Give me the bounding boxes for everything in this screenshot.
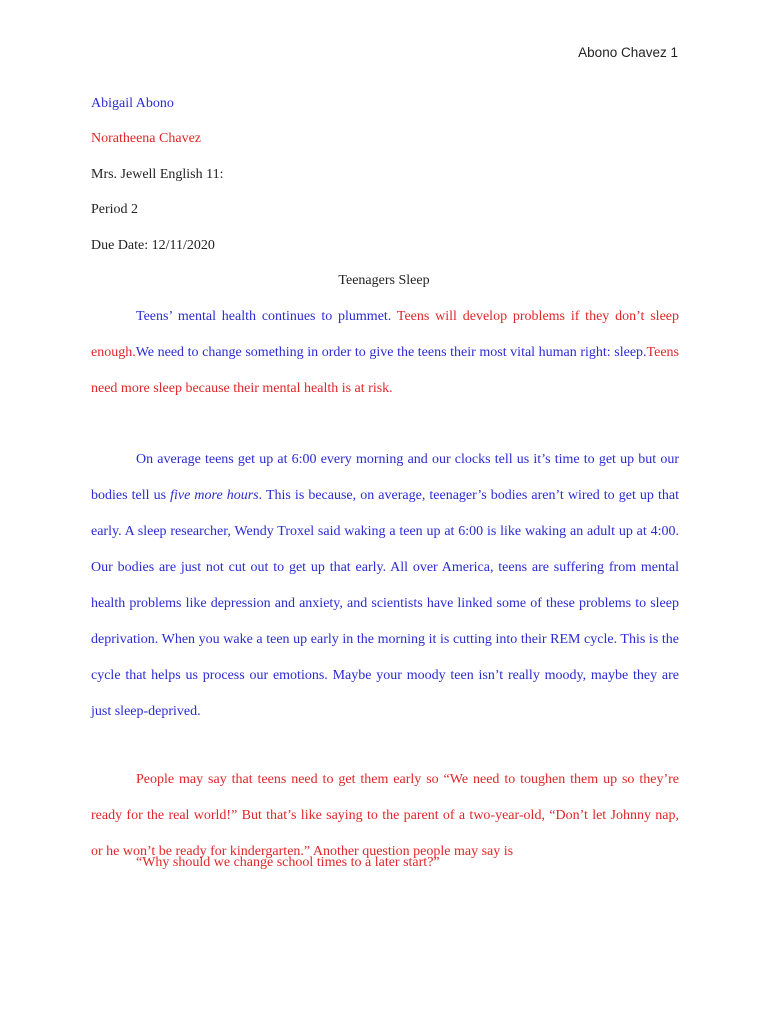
p2-text-b: . This is because, on average, teenager’s bodies aren’t wired to get up that early. A sleep researcher, Wendy Troxel said waking a teen up at 6:00 is like waking an adult up at 4:00. Our bodies are just not cut out to get up that early. All over America, teens are suffering from mental health problems like depression and anxiety, and scientists have linked some of these problems to sleep deprivation. When you wake a teen up early in the morning it is cutting into their REM cycle. This is the cycle that helps us process our emotions. Maybe your moody teen isn’t really moody, maybe they are just sleep-deprived. bbox=[91, 488, 679, 719]
running-head: Abono Chavez 1 bbox=[578, 45, 678, 60]
paragraph-2 bbox=[91, 442, 679, 730]
author-name-1: Abigail Abono bbox=[91, 96, 174, 111]
due-date: Due Date: 12/11/2020 bbox=[91, 238, 215, 253]
class-period: Period 2 bbox=[91, 202, 139, 217]
p1-sentence-4: Teens need more sleep because their mental health is at risk. bbox=[91, 345, 679, 396]
p1-sentence-3: We need to change something in order to give the teens their most vital human right: sleep. bbox=[135, 345, 647, 360]
p1-sentence-2: Teens will develop problems if they don’t sleep enough. bbox=[91, 309, 679, 360]
teacher-class: Mrs. Jewell English 11: bbox=[91, 167, 224, 182]
paragraph-3 bbox=[91, 762, 679, 870]
paragraph-1 bbox=[91, 299, 679, 407]
counterargument-quote: “Why should we change school times to a later start?” bbox=[136, 855, 440, 870]
p2-emphasis: five more hours bbox=[170, 488, 259, 503]
essay-title: Teenagers Sleep bbox=[338, 273, 430, 288]
p2-text-a: On average teens get up at 6:00 every morning and our clocks tell us it’s time to get up but our bodies tell us bbox=[91, 452, 679, 503]
author-name-2: Noratheena Chavez bbox=[91, 131, 201, 146]
p3-text: People may say that teens need to get them early so “We need to toughen them up so they’re ready for the real world!” But that’s like saying to the parent of a two-year-old, “Don’t let Johnny nap, or he won’t be ready for kindergarten.” Another question people may say is bbox=[91, 772, 679, 859]
p1-sentence-1: Teens’ mental health continues to plummet. bbox=[136, 309, 392, 324]
